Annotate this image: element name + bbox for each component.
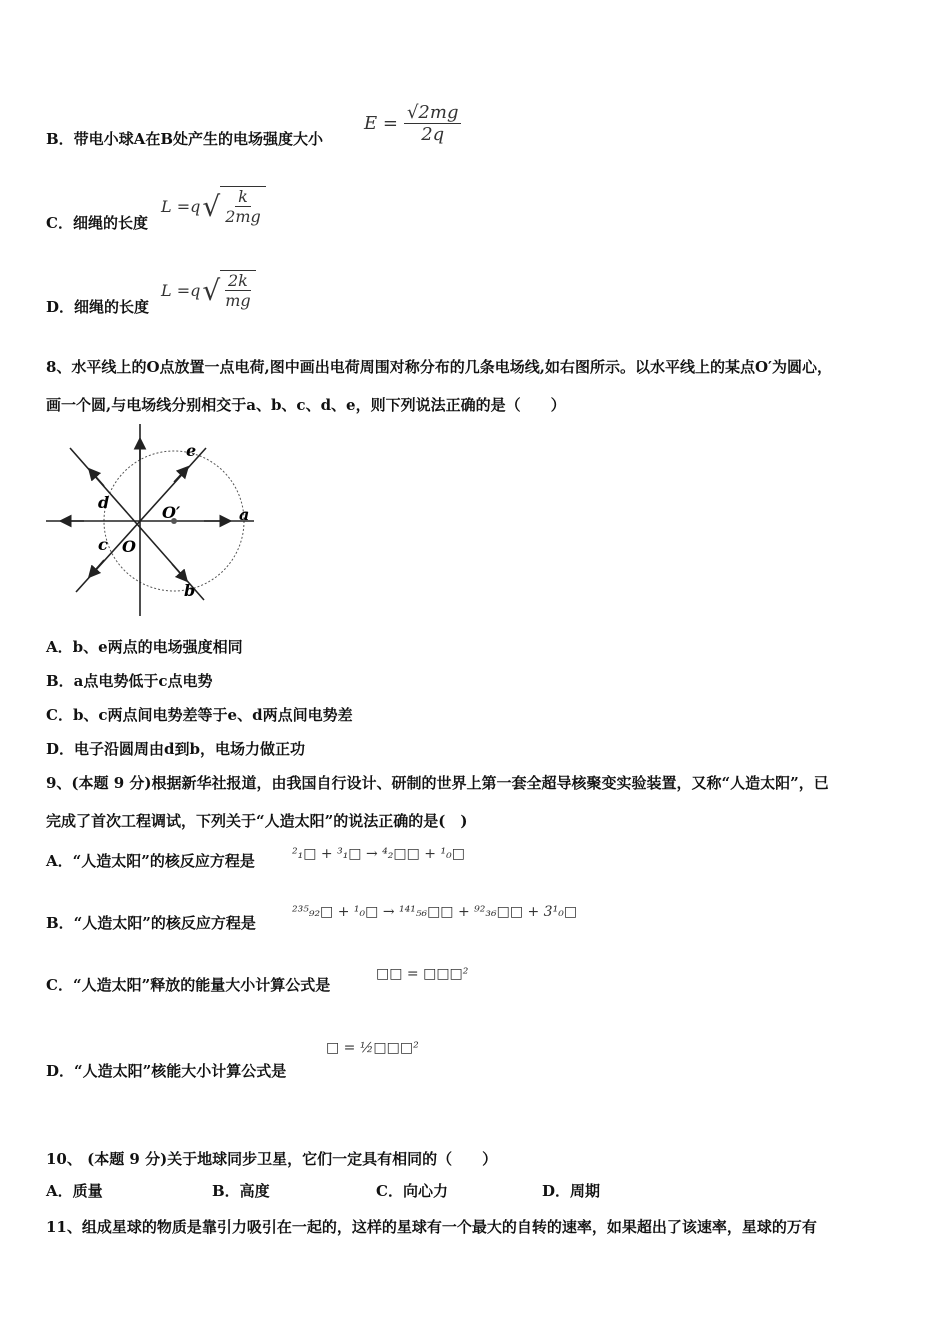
q7-option-b-formula [364,102,461,145]
label-o-prime: O′ [162,503,181,522]
formula-numerator: 2k [225,271,251,291]
q8-option-a[interactable]: A．b、e两点的电场强度相同 [46,638,243,656]
q9-option-b[interactable] [46,912,256,933]
formula-numerator: k [235,187,251,207]
sqrt-sign-icon: √ [202,189,221,223]
arrow-upright-icon [174,468,187,482]
label-c: c [98,535,108,554]
q8-option-c[interactable]: C．b、c两点间电势差等于e、d两点间电势差 [46,706,353,724]
q10-option-b[interactable]: B．高度 [212,1182,270,1200]
q9-option-a-formula: ²₁□ + ³₁□ → ⁴₂□□ + ¹₀□ [292,846,465,862]
formula-lhs: L =q [161,196,201,216]
q9-option-c-formula: □□ = □□□² [376,966,469,982]
q9-option-b-text: B．“人造太阳”的核反应方程是 [46,914,256,932]
formula-denominator: mg [225,291,251,310]
q9-option-b-formula: ²³⁵₉₂□ + ¹₀□ → ¹⁴¹₅₆□□ + ⁹²₃₆□□ + 3¹₀□ [292,904,578,920]
q7-option-b[interactable] [46,128,323,149]
q9-stem-line1: 9、(本题 9 分)根据新华社报道，由我国自行设计、研制的世界上第一套全超导核聚变实验装置，又称“人造太阳”，已 [46,774,829,792]
arrow-upleft-icon [90,470,104,486]
formula-lhs: L =q [161,280,201,300]
q8-option-d[interactable]: D．电子沿圆周由d到b，电场力做正功 [46,740,305,758]
formula-denominator: 2q [421,124,445,145]
q9-option-d-formula: □ = ½□□□² [326,1040,419,1056]
label-b: b [184,581,196,600]
sqrt-sign-icon: √ [202,273,221,307]
q10-option-d[interactable]: D．周期 [542,1182,601,1200]
q9-stem-line2: 完成了首次工程调试，下列关于“人造太阳”的说法正确的是( ) [46,812,468,830]
label-e: e [186,441,197,460]
formula-numerator: √2mg [404,102,462,124]
q9-option-c[interactable] [46,974,330,995]
q7-option-b-text: B．带电小球A在B处产生的电场强度大小 [46,130,323,148]
q9-option-d[interactable] [46,1060,286,1081]
q11-stem: 11、组成星球的物质是靠引力吸引在一起的，这样的星球有一个最大的自转的速率，如果超出了该速率，星球的万有 [46,1218,817,1236]
q10-option-a[interactable]: A．质量 [46,1182,103,1200]
q10-option-c[interactable]: C．向心力 [376,1182,448,1200]
q7-option-d-text: D．细绳的长度 [46,298,150,316]
q9-option-a[interactable] [46,850,255,871]
arrow-downleft-icon [90,560,104,576]
formula-denominator: 2mg [225,207,261,226]
q7-option-d-formula [161,270,256,310]
q9-option-a-text: A．“人造太阳”的核反应方程是 [46,852,255,870]
q7-option-c-formula [161,186,266,226]
q9-option-d-text: D．“人造太阳”核能大小计算公式是 [46,1062,287,1080]
label-d: d [98,493,110,512]
arrow-downright-icon [172,564,186,580]
q7-option-d[interactable] [46,296,149,317]
q9-option-c-text: C．“人造太阳”释放的能量大小计算公式是 [46,976,331,994]
q7-option-c-text: C．细绳的长度 [46,214,148,232]
label-o: O [122,537,136,556]
formula-fraction [220,270,255,310]
q8-field-figure [44,420,264,620]
label-a: a [239,505,250,524]
formula-fraction [404,102,462,145]
q8-stem-line1: 8、水平线上的O点放置一点电荷,图中画出电荷周围对称分布的几条电场线,如右图所示。以水平线上的某点O′为圆心， [46,358,832,376]
q8-option-b[interactable]: B．a点电势低于c点电势 [46,672,213,690]
formula-fraction [220,186,266,226]
formula-lhs: E = [364,113,398,134]
q8-stem-line2: 画一个圆,与电场线分别相交于a、b、c、d、e，则下列说法正确的是（ ） [46,396,566,414]
q10-stem: 10、 (本题 9 分)关于地球同步卫星，它们一定具有相同的（ ） [46,1150,498,1168]
q7-option-c[interactable] [46,212,148,233]
